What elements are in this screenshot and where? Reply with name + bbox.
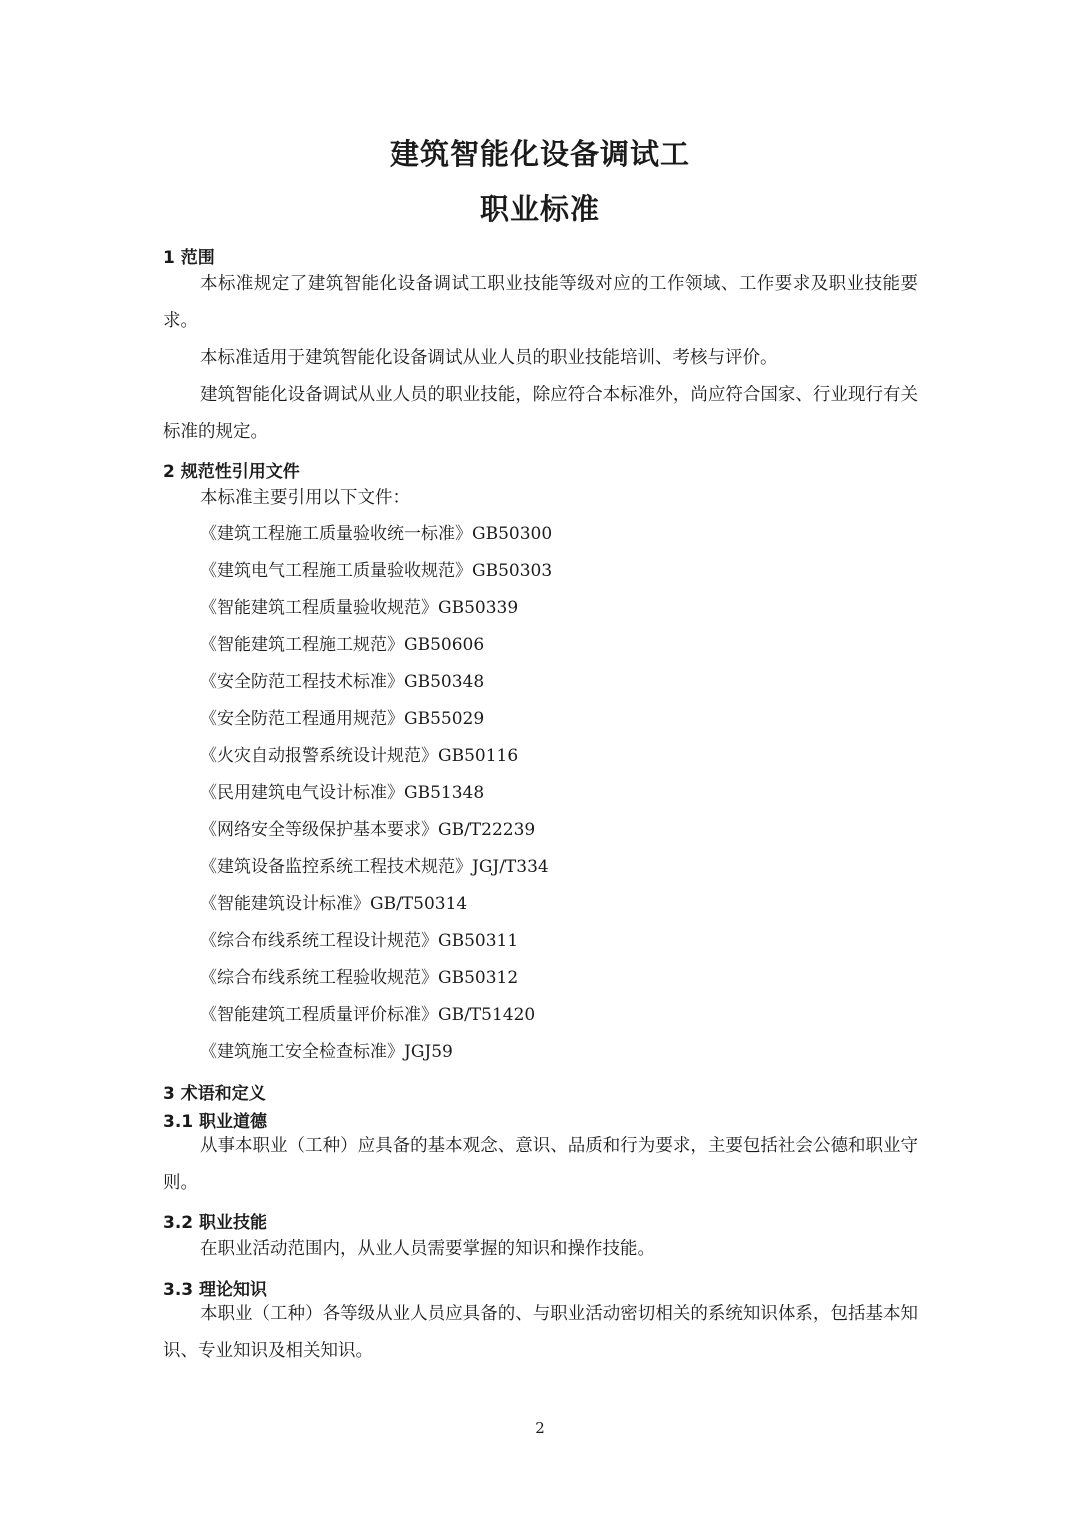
reference-item: 《建筑施工安全检查标准》JGJ59 [200, 1042, 453, 1062]
scope-paragraph-3: 建筑智能化设备调试从业人员的职业技能，除应符合本标准外，尚应符合国家、行业现行有关标准的规定。 [163, 385, 918, 442]
document-title: 建筑智能化设备调试工 [389, 137, 690, 171]
reference-item: 《安全防范工程通用规范》GB55029 [200, 709, 485, 729]
section-heading-terms: 3 术语和定义 [163, 1084, 266, 1104]
subsection-heading-ethics: 3.1 职业道德 [163, 1112, 268, 1132]
reference-item: 《综合布线系统工程验收规范》GB50312 [200, 968, 519, 988]
scope-paragraph-2: 本标准适用于建筑智能化设备调试从业人员的职业技能培训、考核与评价。 [200, 348, 778, 368]
theory-definition: 本职业（工种）各等级从业人员应具备的、与职业活动密切相关的系统知识体系，包括基本知识、专业知识及相关知识。 [163, 1304, 918, 1361]
references-intro: 本标准主要引用以下文件： [200, 488, 410, 508]
reference-item: 《建筑工程施工质量验收统一标准》GB50300 [200, 524, 553, 544]
reference-item: 《网络安全等级保护基本要求》GB/T22239 [200, 820, 536, 840]
page-number: 2 [535, 1419, 545, 1437]
subsection-heading-skills: 3.2 职业技能 [163, 1213, 268, 1233]
reference-item: 《智能建筑设计标准》GB/T50314 [200, 894, 468, 914]
section-heading-references: 2 规范性引用文件 [163, 462, 300, 482]
reference-item: 《智能建筑工程质量评价标准》GB/T51420 [200, 1005, 536, 1025]
reference-item: 《智能建筑工程质量验收规范》GB50339 [200, 598, 519, 618]
reference-item: 《智能建筑工程施工规范》GB50606 [200, 635, 485, 655]
scope-paragraph-1: 本标准规定了建筑智能化设备调试工职业技能等级对应的工作领域、工作要求及职业技能要求。 [163, 274, 918, 331]
reference-item: 《综合布线系统工程设计规范》GB50311 [200, 931, 519, 951]
reference-item: 《建筑电气工程施工质量验收规范》GB50303 [200, 561, 553, 581]
skills-definition: 在职业活动范围内，从业人员需要掌握的知识和操作技能。 [200, 1239, 655, 1259]
section-heading-scope: 1 范围 [163, 248, 215, 268]
reference-list [200, 516, 552, 1071]
reference-item: 《火灾自动报警系统设计规范》GB50116 [200, 746, 519, 766]
ethics-definition: 从事本职业（工种）应具备的基本观念、意识、品质和行为要求，主要包括社会公德和职业守则。 [163, 1136, 918, 1193]
reference-item: 《建筑设备监控系统工程技术规范》JGJ/T334 [200, 857, 549, 877]
subsection-heading-theory: 3.3 理论知识 [163, 1280, 268, 1300]
document-subtitle: 职业标准 [479, 192, 600, 226]
reference-item: 《安全防范工程技术标准》GB50348 [200, 672, 485, 692]
reference-item: 《民用建筑电气设计标准》GB51348 [200, 783, 485, 803]
